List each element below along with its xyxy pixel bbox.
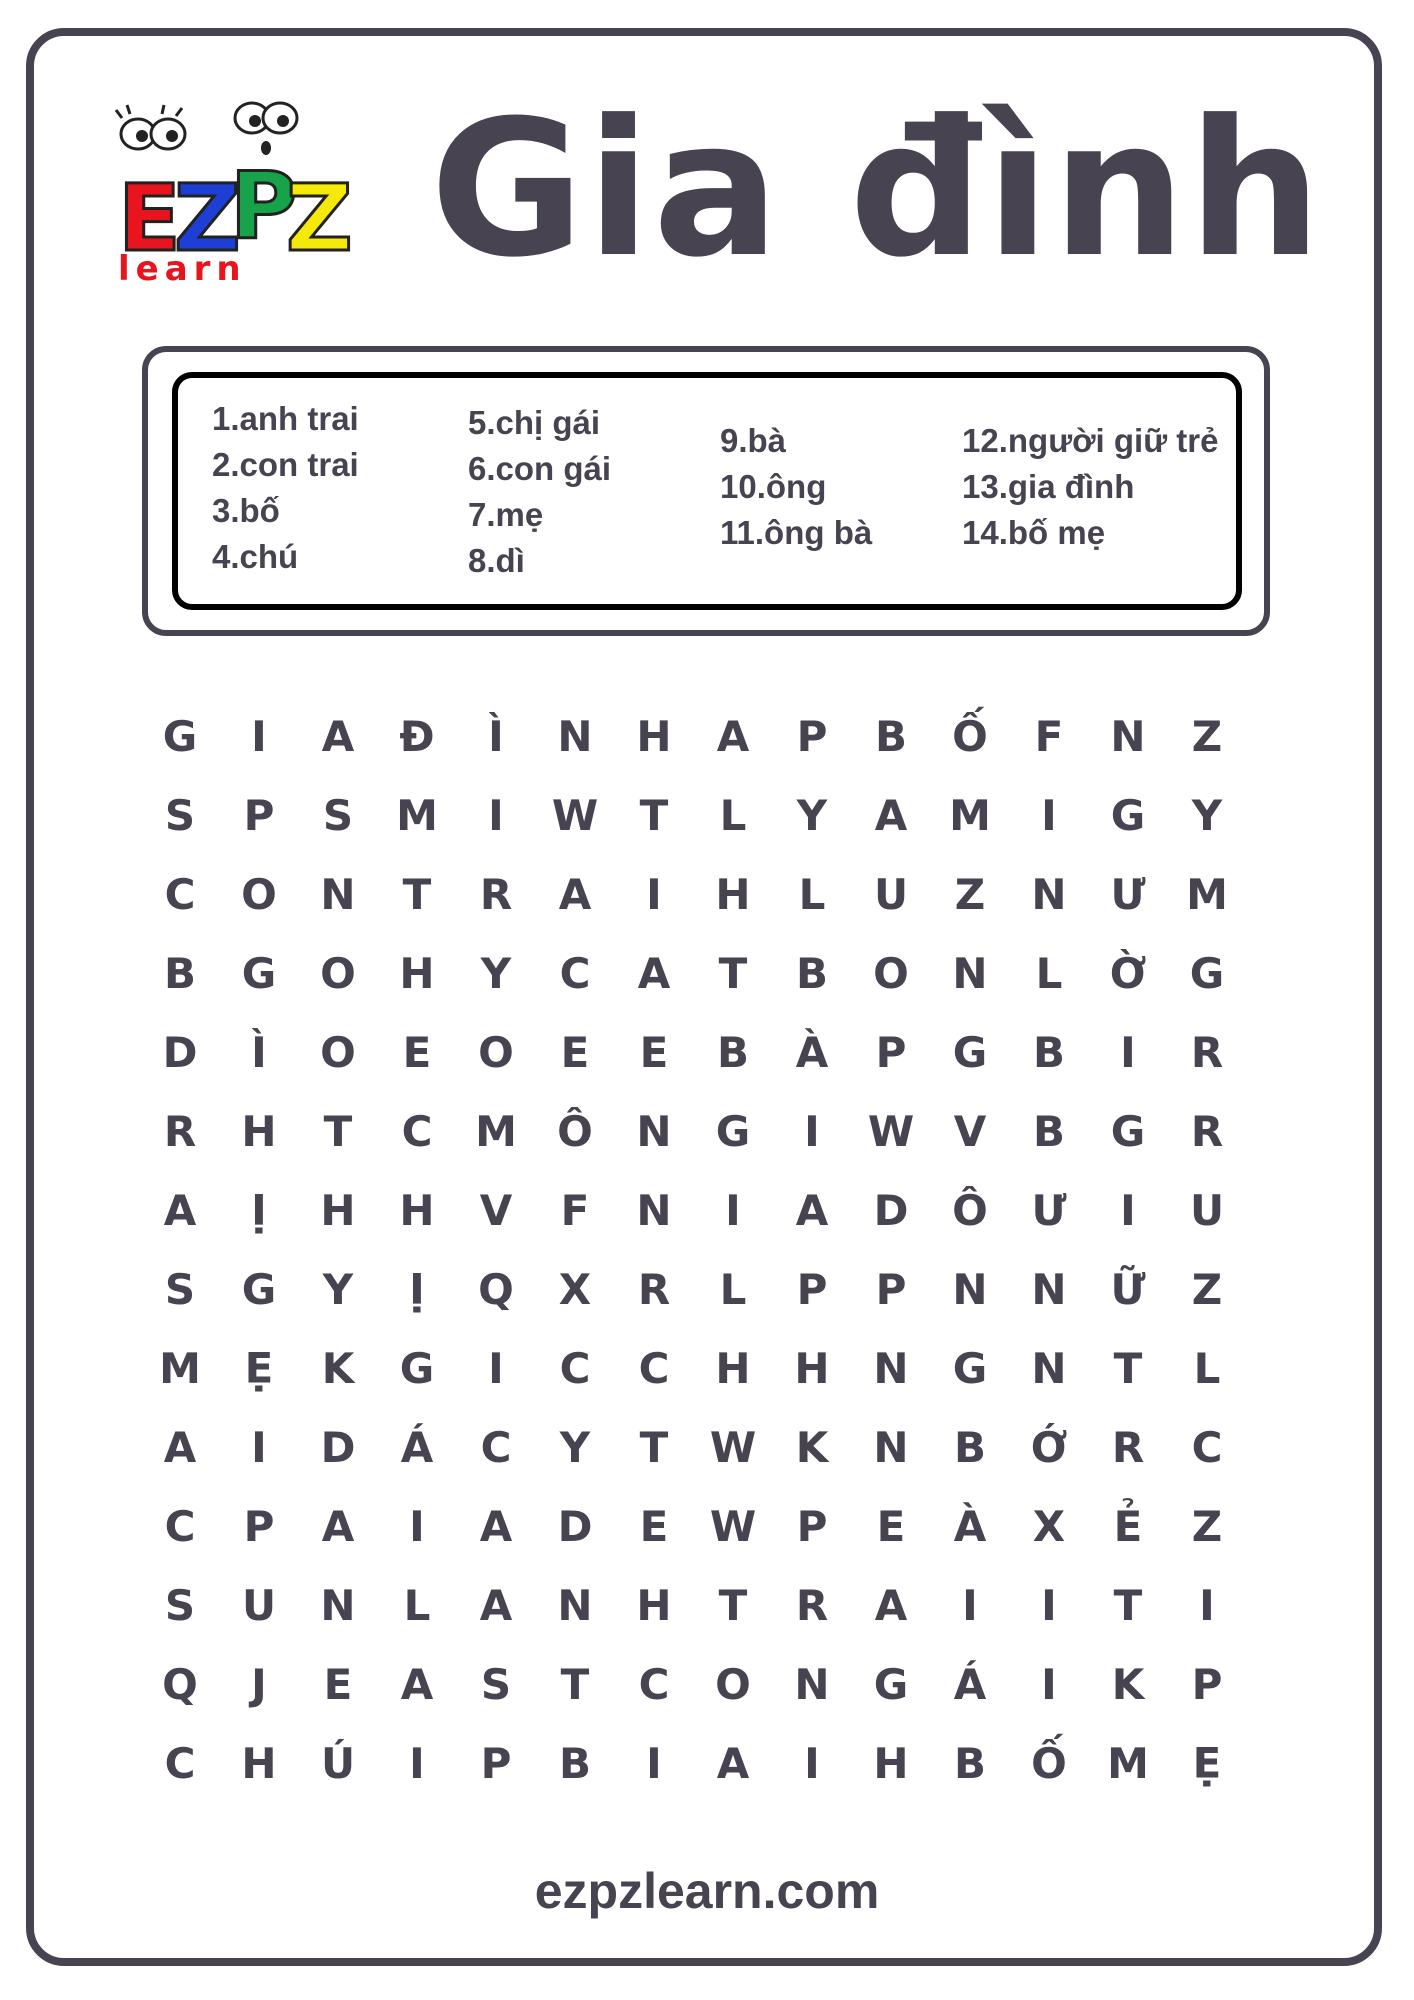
logo-letter-p: P <box>230 153 298 260</box>
grid-letter[interactable]: Á <box>400 1423 434 1472</box>
grid-letter[interactable]: P <box>796 1502 828 1551</box>
logo-eyes-right <box>235 103 297 155</box>
grid-letter[interactable]: I <box>804 1107 820 1156</box>
grid-letter[interactable]: I <box>251 1423 267 1472</box>
grid-letter[interactable]: À <box>795 1028 829 1077</box>
grid-letter[interactable]: G <box>1189 949 1225 998</box>
grid-letter[interactable]: N <box>873 1344 909 1393</box>
grid-letter[interactable]: M <box>1107 1739 1149 1788</box>
grid-letter[interactable]: H <box>399 949 435 998</box>
grid-letter[interactable]: R <box>163 1107 197 1156</box>
grid-letter[interactable]: C <box>164 1502 196 1551</box>
grid-letter[interactable]: C <box>559 949 591 998</box>
grid-letter[interactable]: A <box>558 870 592 919</box>
grid-letter[interactable]: A <box>479 1502 513 1551</box>
grid-letter[interactable]: G <box>399 1344 435 1393</box>
grid-letter[interactable]: T <box>1113 1344 1143 1393</box>
grid-letter[interactable]: W <box>867 1107 915 1156</box>
word-item: 11.ông bà <box>720 514 873 551</box>
grid-letter[interactable]: Z <box>1191 1265 1223 1314</box>
grid-letter[interactable]: N <box>636 1107 672 1156</box>
grid-letter[interactable]: A <box>795 1186 829 1235</box>
grid-letter[interactable]: Y <box>322 1265 354 1314</box>
word-item: 10.ông <box>720 468 827 505</box>
grid-letter[interactable]: Ữ <box>1110 1265 1146 1314</box>
grid-letter[interactable]: P <box>243 791 275 840</box>
grid-letter[interactable]: U <box>241 1581 277 1630</box>
word-item: 9.bà <box>720 422 787 459</box>
word-item: 8.dì <box>468 542 525 579</box>
word-item: 4.chú <box>212 538 299 575</box>
grid-letter[interactable]: H <box>715 1344 751 1393</box>
word-item: 14.bố mẹ <box>962 514 1106 551</box>
grid-letter[interactable]: E <box>323 1660 353 1709</box>
grid-letter[interactable]: B <box>1032 1028 1065 1077</box>
word-item: 6.con gái <box>468 450 612 487</box>
grid-letter[interactable]: B <box>795 949 828 998</box>
grid-letter[interactable]: B <box>163 949 196 998</box>
grid-letter[interactable]: G <box>241 1265 277 1314</box>
grid-letter[interactable]: G <box>1110 791 1146 840</box>
grid-letter[interactable]: W <box>709 1502 757 1551</box>
grid-letter[interactable]: K <box>795 1423 829 1472</box>
grid-letter[interactable]: O <box>241 870 277 919</box>
grid-letter[interactable]: B <box>953 1423 986 1472</box>
grid-letter[interactable]: I <box>409 1502 425 1551</box>
grid-letter[interactable]: C <box>164 870 196 919</box>
grid-letter[interactable]: O <box>715 1660 751 1709</box>
grid-letter[interactable]: R <box>1111 1423 1145 1472</box>
grid-letter[interactable]: S <box>164 1265 196 1314</box>
grid-letter[interactable]: M <box>949 791 991 840</box>
logo-letter-z2: Z <box>286 165 353 272</box>
grid-letter[interactable]: Y <box>480 949 512 998</box>
grid-letter[interactable]: P <box>243 1502 275 1551</box>
grid-letter[interactable]: S <box>480 1660 512 1709</box>
grid-letter[interactable]: I <box>251 712 267 761</box>
grid-letter[interactable]: E <box>639 1028 669 1077</box>
grid-letter[interactable]: H <box>873 1739 909 1788</box>
grid-letter[interactable]: Ố <box>1031 1739 1067 1788</box>
grid-letter[interactable]: I <box>725 1186 741 1235</box>
grid-letter[interactable]: N <box>320 870 356 919</box>
grid-letter[interactable]: I <box>1041 791 1057 840</box>
grid-letter[interactable]: V <box>953 1107 987 1156</box>
grid-letter[interactable]: Ờ <box>1109 949 1147 998</box>
word-item: 12.người giữ trẻ <box>962 422 1219 459</box>
logo-letter-e: E <box>118 165 181 272</box>
grid-letter[interactable]: L <box>719 791 747 840</box>
grid-letter[interactable]: Ẻ <box>1113 1502 1143 1551</box>
page-title: Gia đình <box>430 80 1324 299</box>
grid-letter[interactable]: H <box>715 870 751 919</box>
grid-letter[interactable]: Ư <box>1031 1186 1067 1235</box>
grid-letter[interactable]: Z <box>954 870 986 919</box>
grid-letter[interactable]: T <box>639 1423 669 1472</box>
grid-letter[interactable]: A <box>874 1581 908 1630</box>
grid-letter[interactable]: T <box>323 1107 353 1156</box>
grid-letter[interactable]: A <box>400 1660 434 1709</box>
word-item: 7.mẹ <box>468 496 544 533</box>
grid-letter[interactable]: J <box>251 1660 267 1709</box>
grid-letter[interactable]: T <box>718 949 748 998</box>
grid-letter[interactable]: Ô <box>952 1186 988 1235</box>
logo-eyes-left <box>116 105 185 149</box>
grid-letter[interactable]: W <box>551 791 599 840</box>
grid-letter[interactable]: P <box>796 712 828 761</box>
grid-letter[interactable]: L <box>403 1581 431 1630</box>
grid-letter[interactable]: N <box>952 1265 988 1314</box>
grid-letter[interactable]: N <box>320 1581 356 1630</box>
grid-letter[interactable]: Ẹ <box>244 1344 274 1393</box>
grid-letter[interactable]: M <box>475 1107 517 1156</box>
grid-letter[interactable]: I <box>1041 1581 1057 1630</box>
grid-letter[interactable]: D <box>873 1186 909 1235</box>
grid-letter[interactable]: I <box>804 1739 820 1788</box>
grid-letter[interactable]: N <box>557 1581 593 1630</box>
grid-letter[interactable]: O <box>478 1028 514 1077</box>
grid-letter[interactable]: C <box>1191 1423 1223 1472</box>
grid-letter[interactable]: X <box>1032 1502 1066 1551</box>
grid-letter[interactable]: G <box>952 1028 988 1077</box>
grid-letter[interactable]: I <box>488 1344 504 1393</box>
grid-letter[interactable]: Q <box>478 1265 514 1314</box>
grid-letter[interactable]: H <box>399 1186 435 1235</box>
grid-letter[interactable]: A <box>321 1502 355 1551</box>
word-item: 5.chị gái <box>468 404 601 441</box>
grid-letter[interactable]: A <box>163 1186 197 1235</box>
word-list-column-4 <box>962 418 1218 556</box>
grid-letter[interactable]: G <box>952 1344 988 1393</box>
grid-letter[interactable]: Ì <box>488 712 504 761</box>
grid-letter[interactable]: K <box>1111 1660 1145 1709</box>
grid-letter[interactable]: C <box>401 1107 433 1156</box>
grid-letter[interactable]: C <box>164 1739 196 1788</box>
grid-letter[interactable]: Ì <box>251 1028 267 1077</box>
grid-letter[interactable]: I <box>1120 1028 1136 1077</box>
grid-letter[interactable]: I <box>962 1581 978 1630</box>
grid-letter[interactable]: R <box>795 1581 829 1630</box>
grid-letter[interactable]: N <box>1031 1344 1067 1393</box>
grid-letter[interactable]: I <box>1041 1660 1057 1709</box>
grid-letter[interactable]: T <box>639 791 669 840</box>
grid-letter[interactable]: T <box>560 1660 590 1709</box>
grid-letter[interactable]: Y <box>1191 791 1223 840</box>
logo-letter-z: Z <box>174 165 241 272</box>
grid-letter[interactable]: Ú <box>320 1739 356 1788</box>
grid-letter[interactable]: L <box>1035 949 1063 998</box>
grid-letter[interactable]: N <box>873 1423 909 1472</box>
grid-letter[interactable]: Á <box>953 1660 987 1709</box>
word-item: 3.bố <box>212 492 280 529</box>
grid-letter[interactable]: Ố <box>952 712 988 761</box>
grid-letter[interactable]: H <box>241 1739 277 1788</box>
logo-learn-text: learn <box>118 249 247 289</box>
grid-letter[interactable]: B <box>716 1028 749 1077</box>
grid-letter[interactable]: N <box>1110 712 1146 761</box>
grid-letter[interactable]: S <box>322 791 354 840</box>
grid-letter[interactable]: P <box>1191 1660 1223 1709</box>
grid-letter[interactable]: N <box>952 949 988 998</box>
grid-letter[interactable]: N <box>1031 1265 1067 1314</box>
grid-letter[interactable]: L <box>719 1265 747 1314</box>
grid-letter[interactable]: E <box>876 1502 906 1551</box>
grid-letter[interactable]: P <box>875 1028 907 1077</box>
grid-letter[interactable]: Z <box>1191 1502 1223 1551</box>
grid-letter[interactable]: M <box>159 1344 201 1393</box>
grid-letter[interactable]: S <box>164 791 196 840</box>
grid-letter[interactable]: D <box>162 1028 198 1077</box>
grid-letter[interactable]: I <box>1120 1186 1136 1235</box>
grid-letter[interactable]: I <box>1199 1581 1215 1630</box>
grid-letter[interactable]: I <box>646 870 662 919</box>
grid-letter[interactable]: W <box>709 1423 757 1472</box>
grid-letter[interactable]: G <box>241 949 277 998</box>
grid-letter[interactable]: B <box>874 712 907 761</box>
word-item: 2.con trai <box>212 446 359 483</box>
grid-letter[interactable]: P <box>480 1739 512 1788</box>
grid-letter[interactable]: Ị <box>409 1265 425 1314</box>
grid-letter[interactable]: I <box>646 1739 662 1788</box>
grid-letter[interactable]: C <box>638 1344 670 1393</box>
grid-letter[interactable]: P <box>875 1265 907 1314</box>
grid-letter[interactable]: C <box>559 1344 591 1393</box>
grid-letter[interactable]: B <box>1032 1107 1065 1156</box>
grid-letter[interactable]: Ị <box>251 1186 267 1235</box>
grid-letter[interactable]: U <box>873 870 909 919</box>
grid-letter[interactable]: I <box>488 791 504 840</box>
grid-letter[interactable]: H <box>794 1344 830 1393</box>
grid-letter[interactable]: Y <box>559 1423 591 1472</box>
grid-letter[interactable]: F <box>1034 712 1064 761</box>
grid-letter[interactable]: L <box>1193 1344 1221 1393</box>
grid-letter[interactable]: B <box>953 1739 986 1788</box>
grid-letter[interactable]: A <box>874 791 908 840</box>
grid-letter[interactable]: O <box>873 949 909 998</box>
grid-letter[interactable]: R <box>1190 1107 1224 1156</box>
grid-letter[interactable]: Đ <box>399 712 435 761</box>
grid-letter[interactable]: N <box>1031 870 1067 919</box>
grid-letter[interactable]: À <box>953 1502 987 1551</box>
grid-letter[interactable]: R <box>479 870 513 919</box>
grid-letter[interactable]: Ư <box>1110 870 1146 919</box>
word-item: 13.gia đình <box>962 468 1135 505</box>
grid-letter[interactable]: N <box>557 712 593 761</box>
grid-letter[interactable]: P <box>796 1265 828 1314</box>
word-item: 1.anh trai <box>212 400 359 437</box>
grid-letter[interactable]: A <box>637 949 671 998</box>
grid-letter[interactable]: F <box>560 1186 590 1235</box>
grid-letter[interactable]: R <box>1190 1028 1224 1077</box>
grid-letter[interactable]: D <box>557 1502 593 1551</box>
grid-letter[interactable]: H <box>241 1107 277 1156</box>
grid-letter[interactable]: Ớ <box>1030 1423 1068 1472</box>
grid-letter[interactable]: A <box>479 1581 513 1630</box>
ezpz-logo <box>100 100 360 290</box>
grid-letter[interactable]: V <box>479 1186 513 1235</box>
grid-letter[interactable]: A <box>716 1739 750 1788</box>
grid-letter[interactable]: R <box>637 1265 671 1314</box>
grid-letter[interactable]: C <box>480 1423 512 1472</box>
grid-letter[interactable]: Q <box>162 1660 198 1709</box>
grid-letter[interactable]: B <box>558 1739 591 1788</box>
grid-letter[interactable]: L <box>798 870 826 919</box>
word-list-column-2 <box>468 400 611 584</box>
grid-letter[interactable]: M <box>1186 870 1228 919</box>
grid-letter[interactable]: K <box>321 1344 355 1393</box>
grid-letter[interactable]: I <box>409 1739 425 1788</box>
grid-letter[interactable]: M <box>396 791 438 840</box>
grid-letter[interactable]: A <box>321 712 355 761</box>
grid-letter[interactable]: D <box>320 1423 356 1472</box>
grid-letter[interactable]: O <box>320 949 356 998</box>
grid-letter[interactable]: N <box>636 1186 672 1235</box>
grid-letter[interactable]: X <box>558 1265 592 1314</box>
grid-letter[interactable]: E <box>639 1502 669 1551</box>
grid-letter[interactable]: A <box>716 712 750 761</box>
grid-letter[interactable]: A <box>163 1423 197 1472</box>
grid-letter[interactable]: T <box>1113 1581 1143 1630</box>
grid-letter[interactable]: C <box>638 1660 670 1709</box>
grid-letter[interactable]: H <box>320 1186 356 1235</box>
grid-letter[interactable]: O <box>320 1028 356 1077</box>
grid-letter[interactable]: G <box>162 712 198 761</box>
grid-letter[interactable]: H <box>636 1581 672 1630</box>
grid-letter[interactable]: G <box>715 1107 751 1156</box>
grid-letter[interactable]: Ẹ <box>1192 1739 1222 1788</box>
grid-letter[interactable]: E <box>560 1028 590 1077</box>
footer-url: ezpzlearn.com <box>534 1863 880 1919</box>
grid-letter[interactable]: Z <box>1191 712 1223 761</box>
grid-letter[interactable]: E <box>402 1028 432 1077</box>
grid-letter[interactable]: T <box>402 870 432 919</box>
grid-letter[interactable]: Y <box>796 791 828 840</box>
grid-letter[interactable]: G <box>873 1660 909 1709</box>
grid-letter[interactable]: N <box>794 1660 830 1709</box>
word-list-column-1 <box>212 396 359 580</box>
grid-letter[interactable]: T <box>718 1581 748 1630</box>
word-list-column-3 <box>720 418 872 556</box>
grid-letter[interactable]: U <box>1189 1186 1225 1235</box>
grid-letter[interactable]: H <box>636 712 672 761</box>
grid-letter[interactable]: Ô <box>557 1107 593 1156</box>
grid-letter[interactable]: G <box>1110 1107 1146 1156</box>
grid-letter[interactable]: S <box>164 1581 196 1630</box>
